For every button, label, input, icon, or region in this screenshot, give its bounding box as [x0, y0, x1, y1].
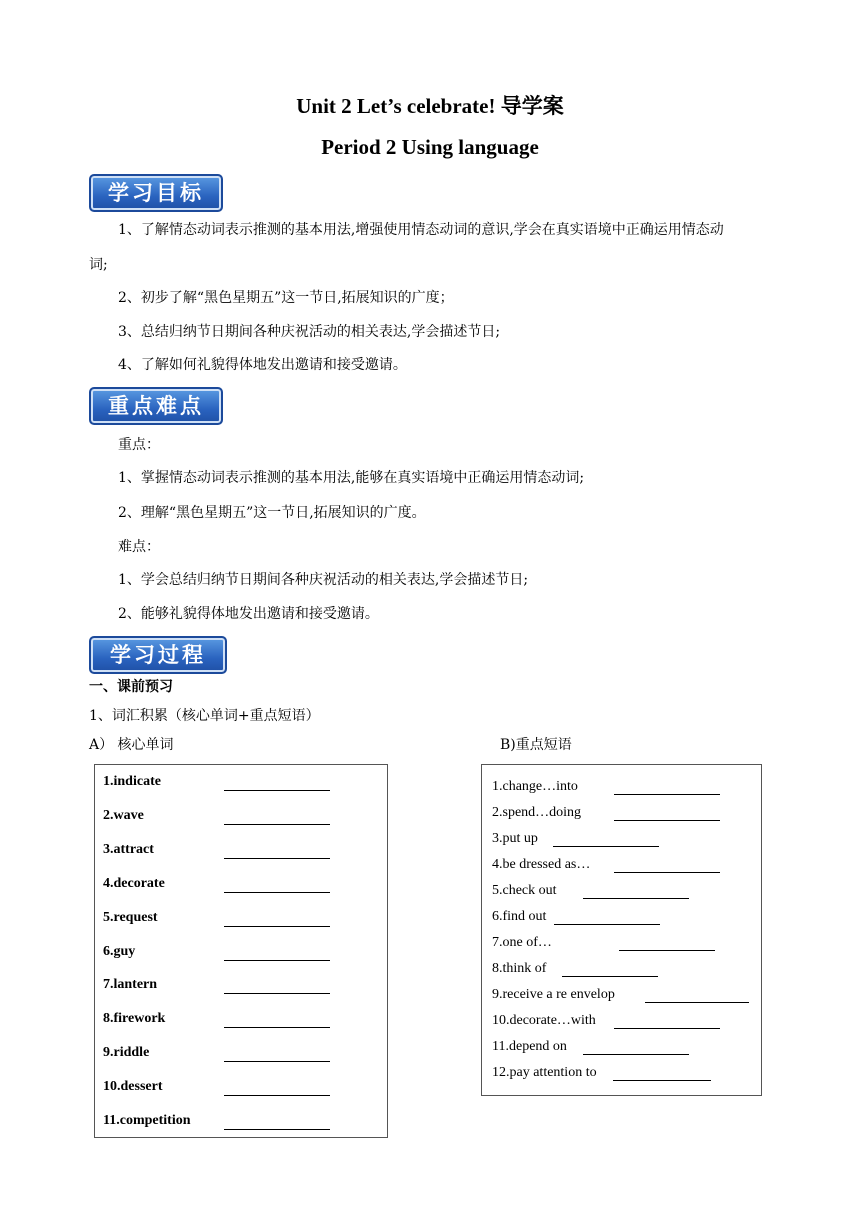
phrase: 6.find out — [492, 909, 547, 924]
core-word: 9.riddle — [103, 1045, 150, 1060]
document-subtitle: Period 2 Using language — [321, 135, 539, 159]
answer-blank[interactable] — [224, 1095, 330, 1096]
phrases-table — [481, 764, 762, 1096]
objective-item: 2、初步了解“黑色星期五”这一节日,拓展知识的广度； — [118, 290, 454, 306]
part-heading: 一、课前预习 — [89, 679, 173, 695]
objective-item: 3、总结归纳节日期间各种庆祝活动的相关表达,学会描述节日; — [118, 324, 501, 340]
core-word: 4.decorate — [103, 876, 165, 891]
process-badge: 学习过程 — [89, 636, 227, 674]
focus-label: 重点： — [118, 437, 160, 453]
answer-blank[interactable] — [645, 1002, 749, 1003]
phrase: 10.decorate…with — [492, 1013, 596, 1028]
answer-blank[interactable] — [224, 993, 330, 994]
difficulty-item: 1、学会总结归纳节日期间各种庆祝活动的相关表达,学会描述节日; — [118, 572, 529, 588]
answer-blank[interactable] — [614, 872, 720, 873]
phrase: 12.pay attention to — [492, 1065, 597, 1080]
core-word: 1.indicate — [103, 774, 161, 789]
answer-blank[interactable] — [614, 794, 720, 795]
answer-blank[interactable] — [583, 1054, 689, 1055]
answer-blank[interactable] — [224, 790, 330, 791]
core-word: 8.firework — [103, 1011, 166, 1026]
phrases-label: B)重点短语 — [500, 737, 572, 753]
phrase: 9.receive a re envelop — [492, 987, 615, 1002]
core-words-label: A） 核心单词 — [89, 737, 174, 753]
vocab-heading: 1、词汇积累（核心单词+重点短语） — [89, 708, 320, 724]
answer-blank[interactable] — [224, 892, 330, 893]
difficulty-item: 2、能够礼貌得体地发出邀请和接受邀请。 — [118, 606, 379, 622]
key-points-badge: 重点难点 — [89, 387, 223, 425]
objectives-badge: 学习目标 — [89, 174, 223, 212]
answer-blank[interactable] — [619, 950, 715, 951]
answer-blank[interactable] — [224, 1061, 330, 1062]
answer-blank[interactable] — [224, 858, 330, 859]
phrase: 8.think of — [492, 961, 547, 976]
phrase: 7.one of… — [492, 935, 552, 950]
answer-blank[interactable] — [562, 976, 658, 977]
answer-blank[interactable] — [614, 1028, 720, 1029]
objective-item: 4、了解如何礼貌得体地发出邀请和接受邀请。 — [118, 357, 407, 373]
phrase: 1.change…into — [492, 779, 578, 794]
answer-blank[interactable] — [224, 926, 330, 927]
core-word: 5.request — [103, 910, 158, 925]
phrase: 11.depend on — [492, 1039, 567, 1054]
answer-blank[interactable] — [613, 1080, 711, 1081]
phrase: 4.be dressed as… — [492, 857, 591, 872]
objective-item: 1、了解情态动词表示推测的基本用法,增强使用情态动词的意识,学会在真实语境中正确运用情态动 — [118, 222, 724, 238]
core-word: 11.competition — [103, 1113, 191, 1128]
core-words-table — [94, 764, 388, 1138]
document-title: Unit 2 Let’s celebrate! 导学案 — [296, 94, 564, 118]
difficulty-label: 难点： — [118, 539, 160, 555]
answer-blank[interactable] — [553, 846, 659, 847]
core-word: 2.wave — [103, 808, 144, 823]
answer-blank[interactable] — [224, 824, 330, 825]
core-word: 6.guy — [103, 944, 136, 959]
phrase: 3.put up — [492, 831, 538, 846]
phrase: 5.check out — [492, 883, 557, 898]
answer-blank[interactable] — [614, 820, 720, 821]
objective-item: 词; — [89, 257, 108, 273]
phrase: 2.spend…doing — [492, 805, 582, 820]
answer-blank[interactable] — [554, 924, 660, 925]
core-word: 10.dessert — [103, 1079, 163, 1094]
core-word: 3.attract — [103, 842, 154, 857]
answer-blank[interactable] — [224, 1129, 330, 1130]
answer-blank[interactable] — [224, 1027, 330, 1028]
focus-item: 2、理解“黑色星期五”这一节日,拓展知识的广度。 — [118, 505, 426, 521]
focus-item: 1、掌握情态动词表示推测的基本用法,能够在真实语境中正确运用情态动词; — [118, 470, 585, 486]
answer-blank[interactable] — [583, 898, 689, 899]
answer-blank[interactable] — [224, 960, 330, 961]
core-word: 7.lantern — [103, 977, 158, 992]
